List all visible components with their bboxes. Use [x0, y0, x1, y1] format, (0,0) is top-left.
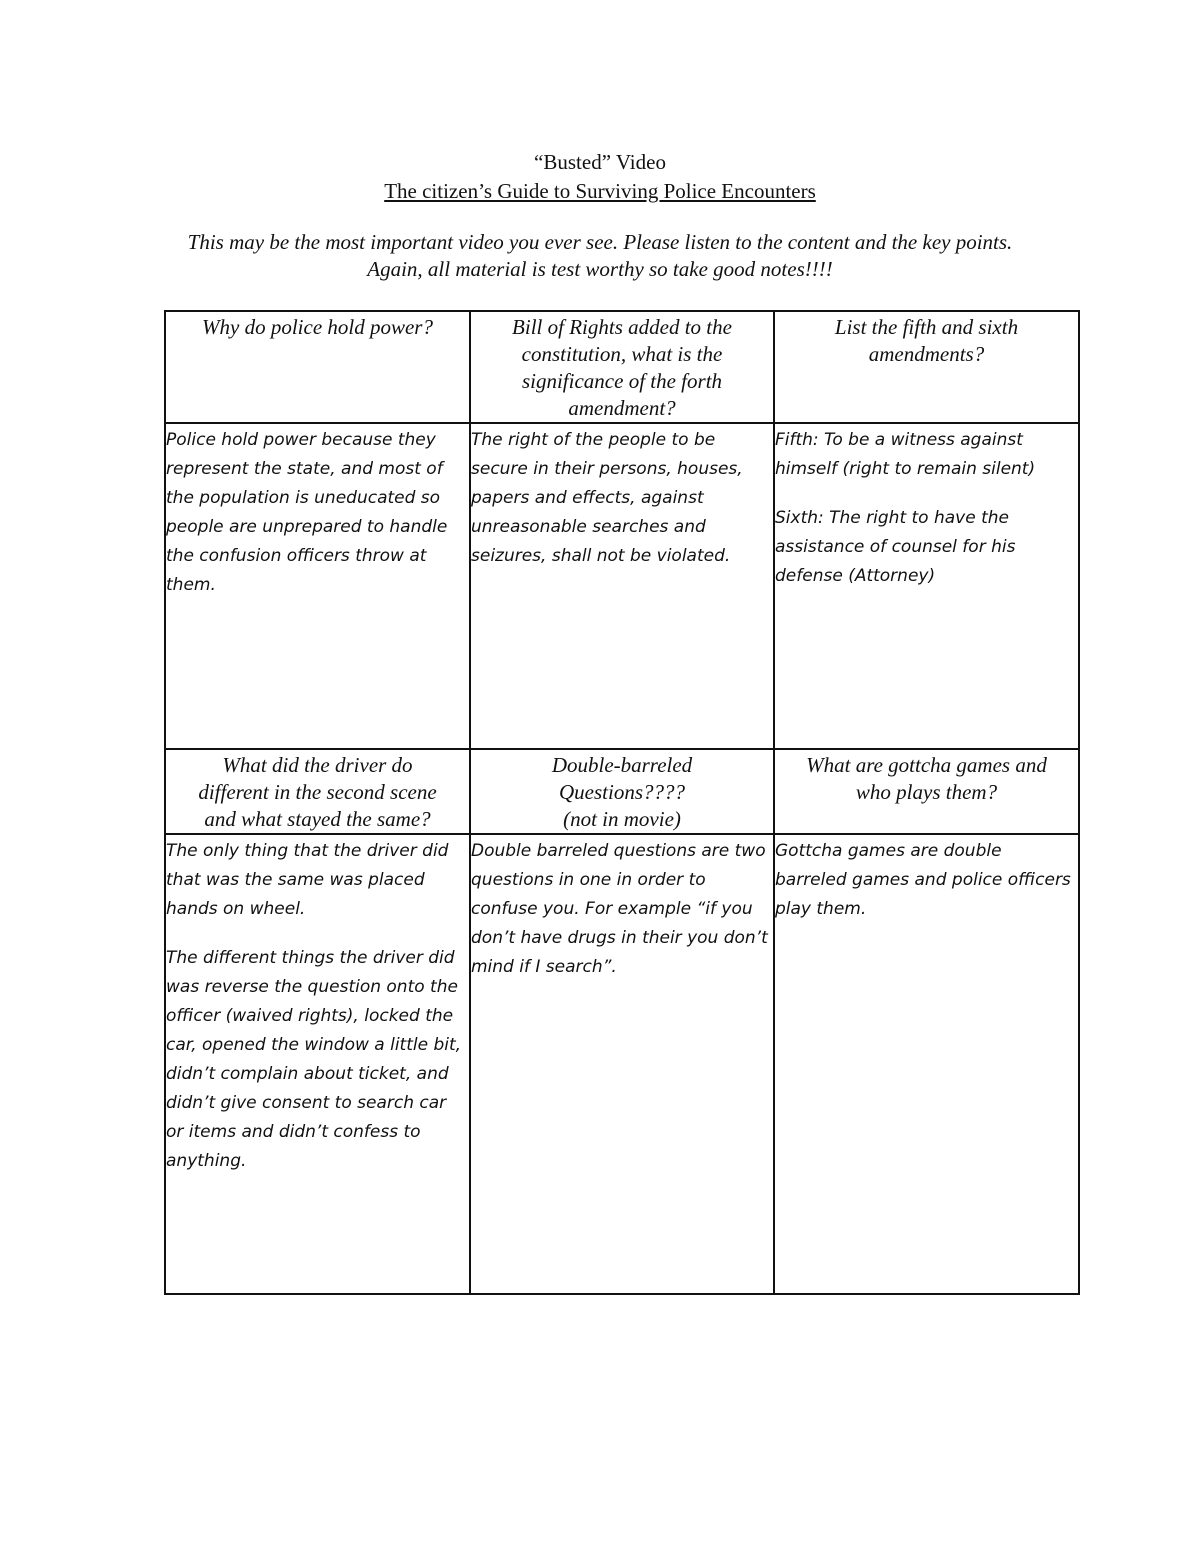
- answer-fifth-amendment-text: Fifth: To be a witness against himself (right to remain silent): [775, 430, 1036, 479]
- document-subtitle: The citizen’s Guide to Surviving Police Encounters: [384, 179, 816, 203]
- answer-driver-same-text: The only thing that the driver did that was the same was placed hands on wheel.: [166, 841, 449, 919]
- question-row-1: [165, 311, 1079, 423]
- question-police-power: Why do police hold power?: [165, 311, 470, 423]
- answer-gottcha-games: [774, 834, 1079, 1294]
- question-fourth-amendment: Bill of Rights added to the constitution, what is the significance of the forth amendment?: [470, 311, 774, 423]
- question-fifth-sixth-amendments: List the fifth and sixth amendments?: [774, 311, 1079, 423]
- document-title: “Busted” Video: [534, 150, 666, 174]
- answer-double-barreled-text: Double barreled questions are two questions in one in order to confuse you. For example “if you don’t have drugs in their you don’t mind if I search”.: [471, 841, 768, 977]
- answer-driver-differences: [165, 834, 470, 1294]
- answer-gottcha-games-text: Gottcha games are double barreled games and police officers play them.: [775, 841, 1071, 919]
- answer-police-power-text: Police hold power because they represent the state, and most of the population is uneducated so people are unprepared to handle the confusion officers throw at them.: [166, 430, 448, 595]
- answer-sixth-amendment-text: Sixth: The right to have the assistance of counsel for his defense (Attorney): [775, 508, 1016, 586]
- question-double-barreled-title: Double-barreled Questions????: [551, 753, 693, 804]
- answer-driver-different-text: The different things the driver did was reverse the question onto the officer (waived rights), locked the car, opened the window a little bit, didn’t complain about ticket, and didn’t give consent to search car or items and didn’t confess to anything.: [166, 948, 462, 1171]
- worksheet-table: [164, 310, 1080, 1295]
- question-row-2: [165, 749, 1079, 834]
- answer-row-2: [165, 834, 1079, 1294]
- question-double-barreled-note: (not in movie): [563, 807, 681, 831]
- question-double-barreled: [470, 749, 774, 834]
- answer-fourth-amendment-text: The right of the people to be secure in their persons, houses, papers and effects, against unreasonable searches and seizures, shall not be violated.: [471, 430, 743, 566]
- answer-double-barreled: [470, 834, 774, 1294]
- answer-fifth-sixth-amendments: [774, 423, 1079, 749]
- question-gottcha-games: What are gottcha games and who plays them?: [774, 749, 1079, 834]
- instructions-text: This may be the most important video you ever see. Please listen to the content and the key points. Again, all material is test worthy so take good notes!!!!: [187, 230, 1013, 281]
- answer-police-power: [165, 423, 470, 749]
- question-driver-differences: What did the driver do different in the second scene and what stayed the same?: [165, 749, 470, 834]
- answer-fourth-amendment: [470, 423, 774, 749]
- answer-row-1: [165, 423, 1079, 749]
